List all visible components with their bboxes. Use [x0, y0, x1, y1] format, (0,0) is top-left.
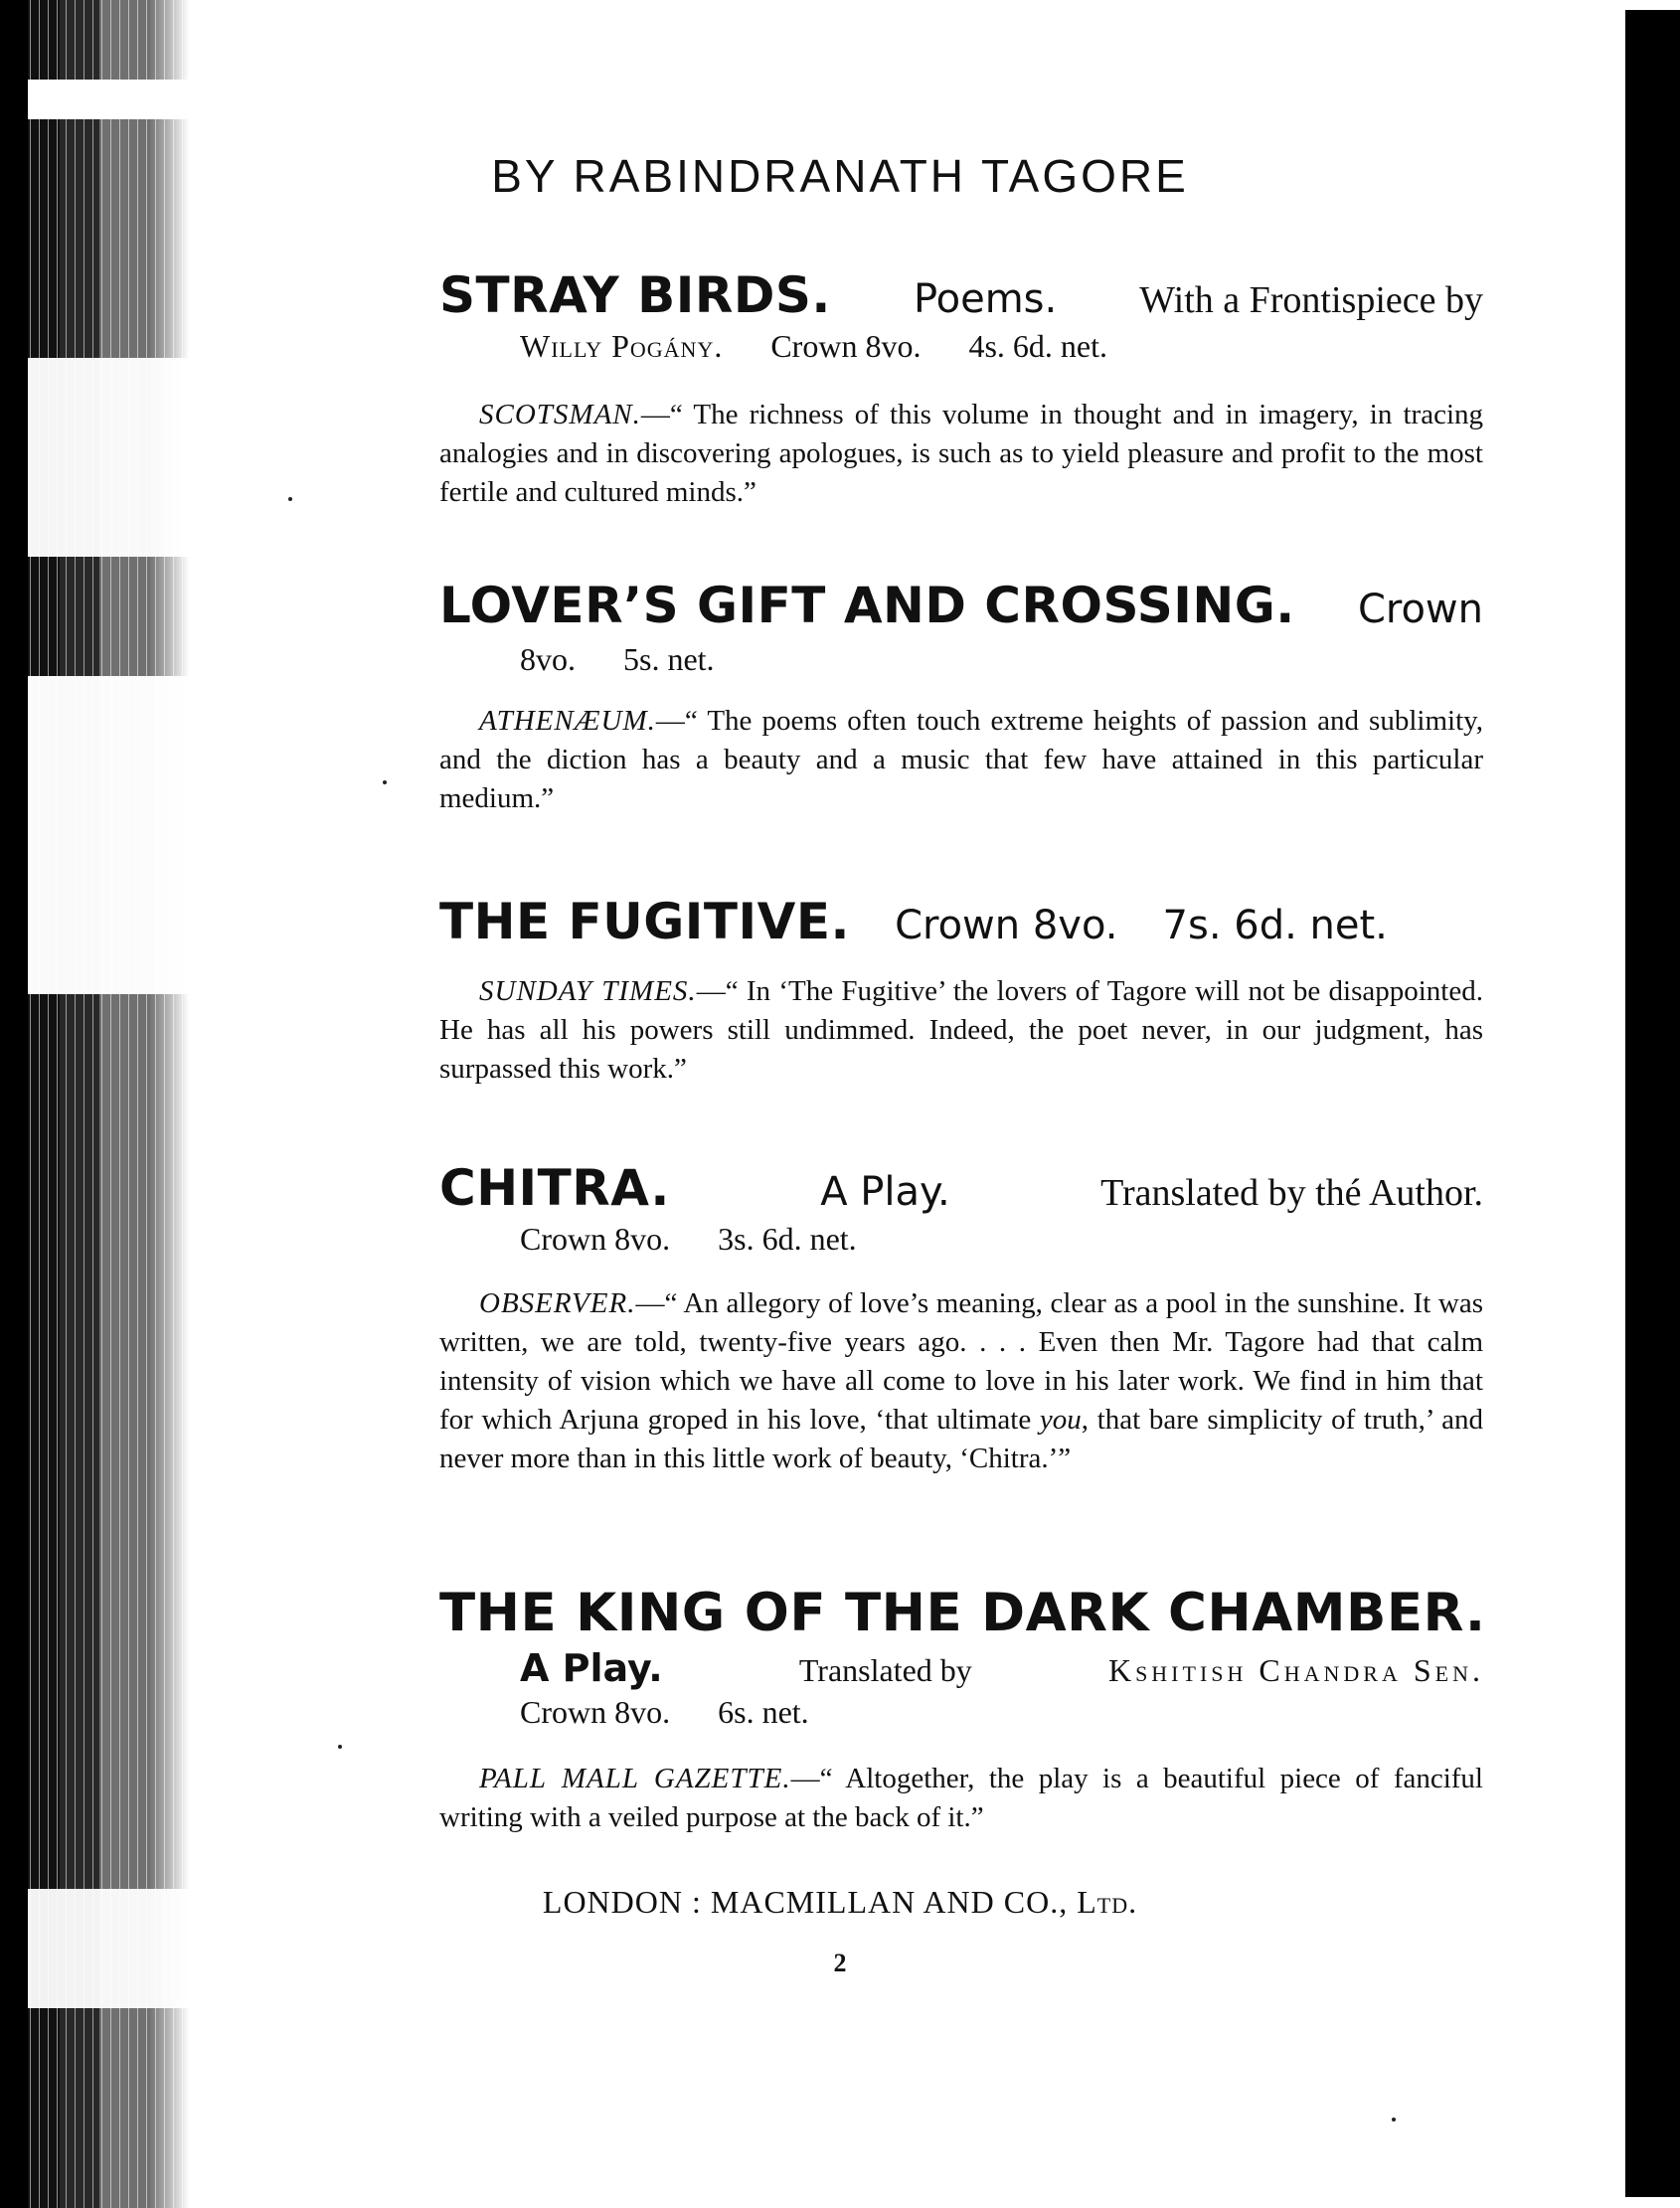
review-source: ATHENÆUM. — [479, 705, 656, 737]
entry-chitra-title-line — [439, 1159, 1483, 1217]
review-text: —“ Altogether, the play is a beautiful piece of fanciful writing with a veiled purpose at the back of it.” — [439, 1763, 1483, 1833]
entry-format-cont: 8vo. — [520, 641, 576, 677]
entry-fugitive-title-line — [439, 893, 1483, 950]
review-source: PALL MALL GAZETTE. — [479, 1763, 791, 1794]
entry-stray-birds-review — [439, 396, 1483, 512]
entry-title: THE FUGITIVE. — [439, 893, 850, 950]
entry-stray-birds-title-line — [439, 266, 1483, 324]
entry-price: 4s. 6d. net. — [968, 328, 1107, 364]
entry-translator: Kshitish Chandra Sen. — [1107, 1652, 1484, 1688]
entry-king-details — [520, 1694, 849, 1731]
entry-extra: Translated by thé Author. — [1100, 1172, 1483, 1214]
review-text: —“ The richness of this volume in thought and in imagery, in tracing analogies and in discovering apologues, is such as to yield pleasure and profit to the most fertile and cultured minds.” — [439, 399, 1483, 508]
scan-speck — [383, 780, 387, 784]
entry-format: Crown — [1357, 587, 1483, 632]
entry-title: STRAY BIRDS. — [439, 266, 831, 324]
entry-title: THE KING OF THE DARK CHAMBER. — [439, 1583, 1486, 1643]
review-source: SUNDAY TIMES. — [479, 975, 697, 1007]
review-emphasis: you — [1039, 1404, 1082, 1436]
scan-speck — [1392, 2118, 1396, 2122]
review-text: —“ In ‘The Fugitive’ the lovers of Tagore will not be disappointed. He has all his powers still undimmed. Indeed, the poet never, in our judgment, has surpassed this work.” — [439, 975, 1483, 1085]
entry-lovers-gift-review — [439, 702, 1483, 818]
entry-price: 7s. 6d. net. — [1162, 903, 1388, 948]
review-text: —“ An allegory of love’s meaning, clear as a pool in the sunshine. It was written, we are told, twenty-five years ago. . . . Even then Mr. Tagore had that calm intensity of vision which we have all come to love in his later work. We find in him that for which Arjuna groped in his love, ‘that ultimate — [439, 1287, 1483, 1436]
entry-fugitive-review — [439, 972, 1483, 1089]
entry-title: CHITRA. — [439, 1159, 670, 1217]
entry-translator-prefix: Translated by — [798, 1652, 972, 1688]
publisher-footer — [0, 1884, 1680, 1921]
entry-format: Crown 8vo. — [770, 328, 922, 364]
entry-kind: A Play. — [520, 1646, 663, 1690]
entry-king-translator-line — [520, 1646, 1484, 1690]
scan-speck — [338, 1745, 342, 1749]
publisher-imprint: LONDON : MACMILLAN AND CO., Ltd. — [542, 1884, 1138, 1920]
scanned-edge-right — [1625, 10, 1680, 2197]
entry-format: Crown 8vo. — [520, 1221, 671, 1257]
entry-title: LOVER’S GIFT AND CROSSING. — [439, 577, 1295, 634]
entry-king-title-line — [439, 1583, 1486, 1643]
entry-kind: Poems. — [913, 276, 1058, 322]
entry-price: 3s. 6d. net. — [718, 1221, 857, 1257]
review-text: —“ The poems often touch extreme heights of passion and sublimity, and the diction has a beauty and a music that few have attained in this particular medium.” — [439, 705, 1483, 814]
entry-price: 6s. net. — [718, 1694, 809, 1730]
entry-extra: With a Frontispiece by — [1139, 279, 1483, 321]
scanned-binding-strip — [0, 0, 28, 2208]
entry-kind: A Play. — [820, 1169, 950, 1215]
review-source: SCOTSMAN. — [479, 399, 641, 430]
entry-chitra-review — [439, 1284, 1483, 1478]
entry-format: Crown 8vo. — [520, 1694, 671, 1730]
entry-price: 5s. net. — [623, 641, 715, 677]
review-source: OBSERVER. — [479, 1287, 636, 1319]
entry-lovers-gift-details — [520, 641, 755, 678]
scanned-binding-edge-left — [0, 0, 189, 2208]
entry-chitra-details — [520, 1221, 897, 1258]
scan-speck — [288, 497, 292, 501]
entry-stray-birds-details — [520, 328, 1147, 365]
entry-format: Crown 8vo. — [895, 903, 1118, 948]
entry-king-review — [439, 1760, 1483, 1837]
entry-illustrator: Willy Pogány. — [520, 328, 724, 364]
running-head: BY RABINDRANATH TAGORE — [491, 150, 1189, 202]
entry-lovers-gift-title-line — [439, 577, 1483, 634]
page-number: 2 — [833, 1949, 847, 1977]
review-text-cont: , that bare simplicity of truth,’ and never more than in this little work of beauty, ‘Chitra.’” — [439, 1404, 1483, 1474]
